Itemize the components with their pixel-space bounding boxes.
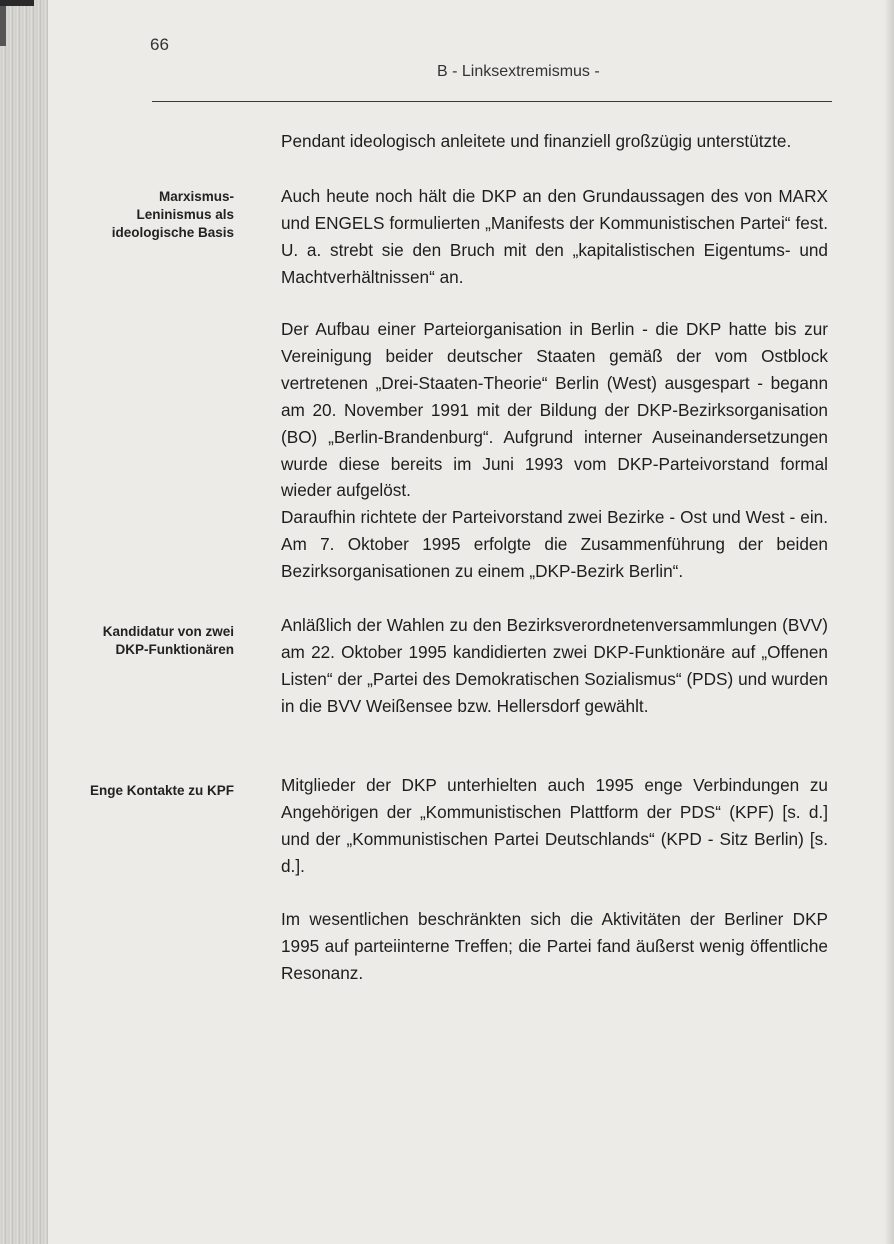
paragraph-1: Pendant ideologisch anleitete und finanziell großzügig unterstützte.	[281, 131, 792, 151]
header-rule	[152, 101, 832, 102]
paragraph-3: Der Aufbau einer Parteiorganisation in Berlin - die DKP hatte bis zur Vereinigung beider deutscher Staaten gemäß der vom Ostblock vertretenen „Drei-Staaten-Theorie“ Berlin (West) ausgespart - begann am 20. November 1991 mit der Bildung der DKP-Bezirksorganisation (BO) „Berlin-Brandenburg“. Aufgrund interner Auseinandersetzungen wurde diese bereits im Juni 1993 vom DKP-Parteivorstand formal wieder aufgelöst.	[281, 319, 828, 501]
margin-note-kontakte: Enge Kontakte zu KPF	[89, 783, 234, 798]
margin-note-kandidatur: Kandidatur von zwei DKP-Funktionären	[102, 624, 234, 657]
paragraph-4: Daraufhin richtete der Parteivorstand zwei Bezirke - Ost und West - ein. Am 7. Oktober 1995 erfolgte die Zusammenführung der beiden Bezirksorganisationen zu einem „DKP-Bezirk Berlin“.	[281, 507, 828, 581]
paragraph-6: Mitglieder der DKP unterhielten auch 1995 enge Verbindungen zu Angehörigen der „Kommunistischen Plattform der PDS“ (KPF) [s. d.] und der „Kommunistischen Partei Deutschlands“ (KPD - Sitz Berlin) [s. d.].	[281, 775, 828, 876]
book-binding-edge	[0, 0, 48, 1244]
paragraph-5: Anläßlich der Wahlen zu den Bezirksverordnetenversammlungen (BVV) am 22. Oktober 1995 kandidierten zwei DKP-Funktionäre auf „Offenen Listen“ der „Partei des Demokratischen Sozialismus“ (PDS) und wurden in die BVV Weißensee bzw. Hellersdorf gewählt.	[281, 615, 828, 716]
paragraph-7: Im wesentlichen beschränkten sich die Aktivitäten der Berliner DKP 1995 auf parteiinterne Treffen; die Partei fand äußerst wenig öffentliche Resonanz.	[281, 909, 828, 983]
page-number: 66	[150, 35, 169, 54]
running-title: B - Linksextremismus -	[437, 63, 600, 80]
margin-note-marxismus: Marxismus-Leninismus als ideologische Basis	[111, 189, 234, 240]
paragraph-2: Auch heute noch hält die DKP an den Grundaussagen des von MARX und ENGELS formulierten „Manifests der Kommunistischen Partei“ fest. U. a. strebt sie den Bruch mit den „kapitalistischen Eigentums- und Machtverhältnissen“ an.	[281, 186, 828, 287]
page-shadow	[884, 0, 894, 1244]
